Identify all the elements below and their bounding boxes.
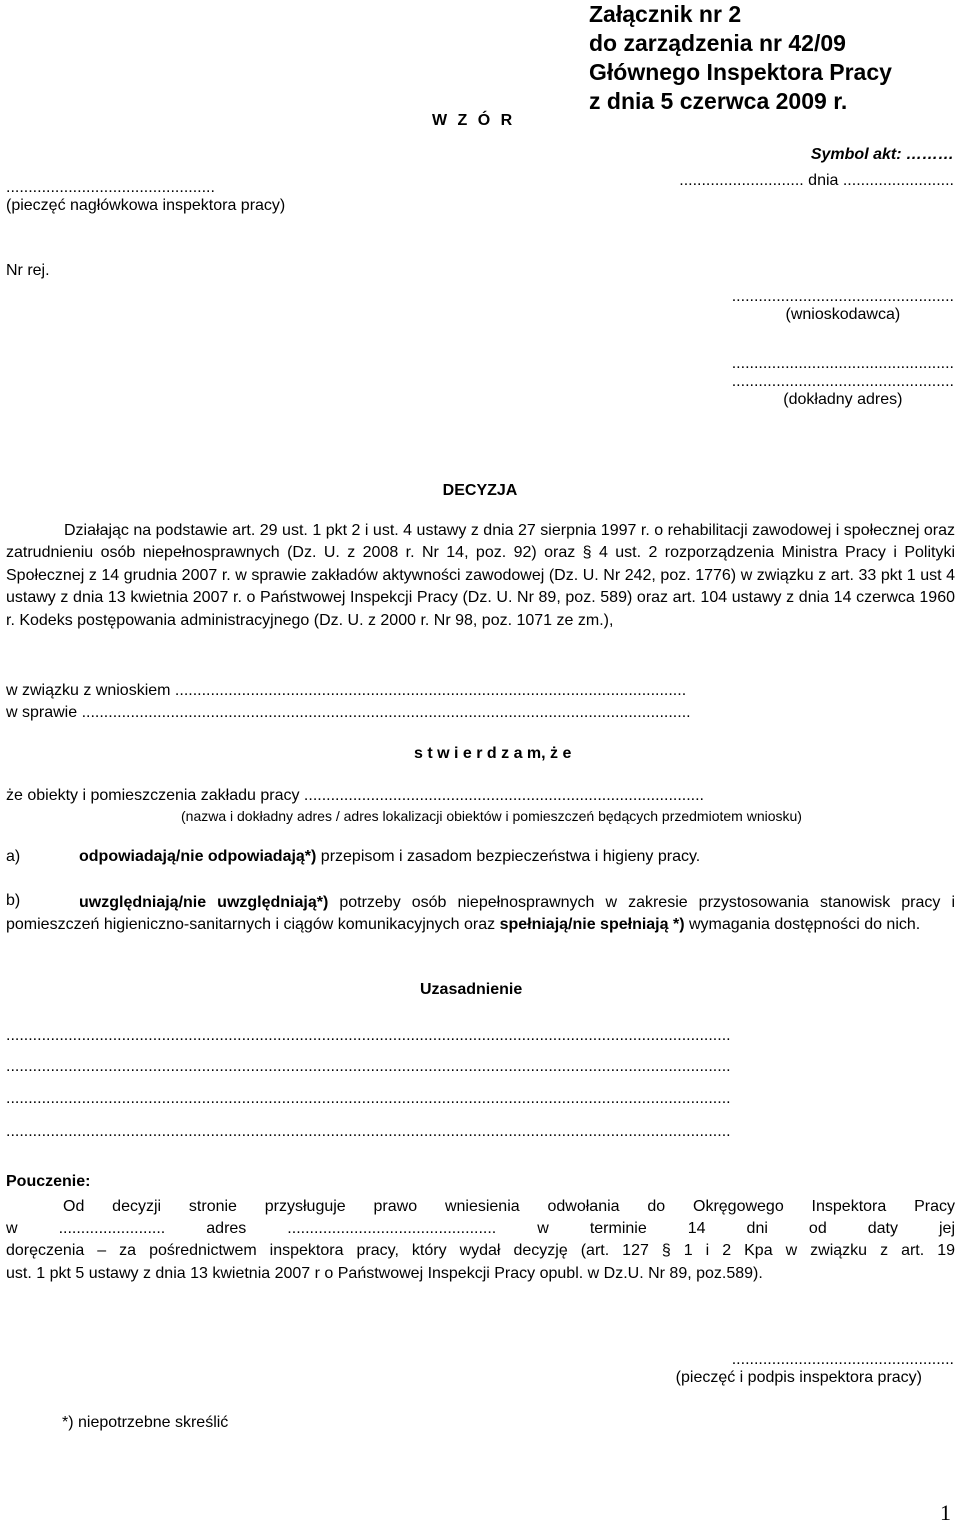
- item-b-marker: b): [6, 892, 21, 909]
- justification-title: Uzasadnienie: [420, 981, 523, 998]
- applicant-label: (wnioskodawca): [785, 306, 901, 323]
- item-a: [79, 848, 700, 866]
- item-a-text: przepisom i zasadom bezpieczeństwa i higieny pracy.: [316, 848, 701, 865]
- address-dots-1: ..................................................: [731, 355, 954, 372]
- signature-dots: ..................................................: [731, 1351, 954, 1368]
- annex-header-line4: z dnia 5 czerwca 2009 r.: [589, 88, 848, 114]
- address-dots-2: ..................................................: [731, 373, 954, 390]
- item-b-text-2: wymagania dostępności do nich.: [684, 916, 921, 934]
- registry-number: Nr rej.: [6, 262, 50, 279]
- item-b-bold-1: uwzględniają/nie uwzględniają*): [79, 894, 329, 911]
- stamp-block: [6, 179, 285, 215]
- address-label: (dokładny adres): [783, 391, 903, 408]
- address-block: [732, 355, 954, 409]
- decision-statement: s t w i e r d z a m, ż e: [414, 745, 572, 762]
- signature-block: [676, 1351, 954, 1387]
- stamp-label: (pieczęć nagłówkowa inspektora pracy): [6, 197, 286, 214]
- justification-dots-3: ...................................................................................................................................................................: [6, 1090, 731, 1107]
- instruction-line-1: Od decyzji stronie przysługuje prawo wniesienia odwołania do Okręgowego Inspektora Pracy: [63, 1198, 955, 1215]
- instruction-title: Pouczenie:: [6, 1173, 91, 1190]
- symbol-akt: Symbol akt: ………: [810, 146, 954, 163]
- page-number: 1: [940, 1500, 951, 1525]
- justification-dots-2: ...................................................................................................................................................................: [6, 1058, 731, 1075]
- applicant-block: [732, 288, 954, 324]
- matter-line: w sprawie .........................................................................................................................................: [6, 704, 691, 721]
- instruction-line-3: doręczenia – za pośrednictwem inspektora pracy, który wydał decyzję (art. 127 § 1 i 2 Kpa w związku z art. 19: [6, 1242, 955, 1259]
- annex-header-line2: do zarządzenia nr 42/09: [589, 30, 846, 56]
- template-label: W Z Ó R: [432, 112, 516, 129]
- footnote: *) niepotrzebne skreślić: [62, 1414, 229, 1431]
- signature-label: (pieczęć i podpis inspektora pracy): [675, 1369, 922, 1386]
- justification-dots-1: ...................................................................................................................................................................: [6, 1027, 731, 1044]
- justification-dots-4: ...................................................................................................................................................................: [6, 1123, 731, 1140]
- date-line: ............................ dnia .........................: [679, 172, 954, 189]
- request-line: w związku z wnioskiem ...................................................................................................................: [6, 682, 687, 699]
- facilities-note: (nazwa i dokładny adres / adres lokalizacji obiektów i pomieszczeń będących przedmiotem wniosku): [181, 808, 802, 824]
- item-b-text-1: potrzeby osób niepełnosprawnych w zakresie przystosowania stanowisk pracy i pomieszczeń higieniczno-sanitarnych i ciągów komunikacyjnych oraz: [6, 894, 955, 934]
- applicant-dots: ..................................................: [731, 288, 954, 305]
- legal-basis: Działając na podstawie art. 29 ust. 1 pkt 2 i ust. 4 ustawy z dnia 27 sierpnia 1997 r. o rehabilitacji zawodowej i społecznej oraz zatrudnieniu osób niepełnosprawnych (Dz. U. z 2008 r. Nr 14, poz. 92) oraz § 4 ust. 2 rozporządzenia Ministra Pracy i Polityki Społecznej z 14 grudnia 2007 r. w sprawie zakładów aktywności zawodowej (Dz. U. Nr 242, poz. 1776) w związku z art. 33 pkt 1 ust 4 ustawy z dnia 13 kwietnia 2007 r. o Państwowej Inspekcji Pracy (Dz. U. Nr 89, poz. 589) oraz art. 104 ustawy z dnia 14 czerwca 1960 r. Kodeks postępowania administracyjnego (Dz. U. z 2000 r. Nr 98, poz. 1071 ze zm.),: [6, 522, 955, 629]
- annex-header: [589, 0, 892, 116]
- item-a-marker: a): [6, 848, 21, 865]
- item-b-bold-2: spełniają/nie spełniają *): [499, 916, 685, 934]
- document-title: DECYZJA: [442, 482, 518, 499]
- annex-header-line3: Głównego Inspektora Pracy: [589, 59, 892, 85]
- facilities-line: że obiekty i pomieszczenia zakładu pracy ..........................................................................................: [6, 787, 704, 804]
- stamp-dots: ...............................................: [6, 179, 215, 196]
- annex-header-line1: Załącznik nr 2: [589, 1, 742, 27]
- instruction-line-2: w ........................ adres ............................................... w terminie 14 dni od daty jej: [6, 1220, 955, 1237]
- item-a-bold: odpowiadają/nie odpowiadają*): [79, 848, 317, 865]
- item-b: [6, 892, 955, 937]
- instruction-line-4: ust. 1 pkt 5 ustawy z dnia 13 kwietnia 2007 r o Państwowej Inspekcji Pracy opubl. w Dz.U. Nr 89, poz.589).: [6, 1265, 763, 1282]
